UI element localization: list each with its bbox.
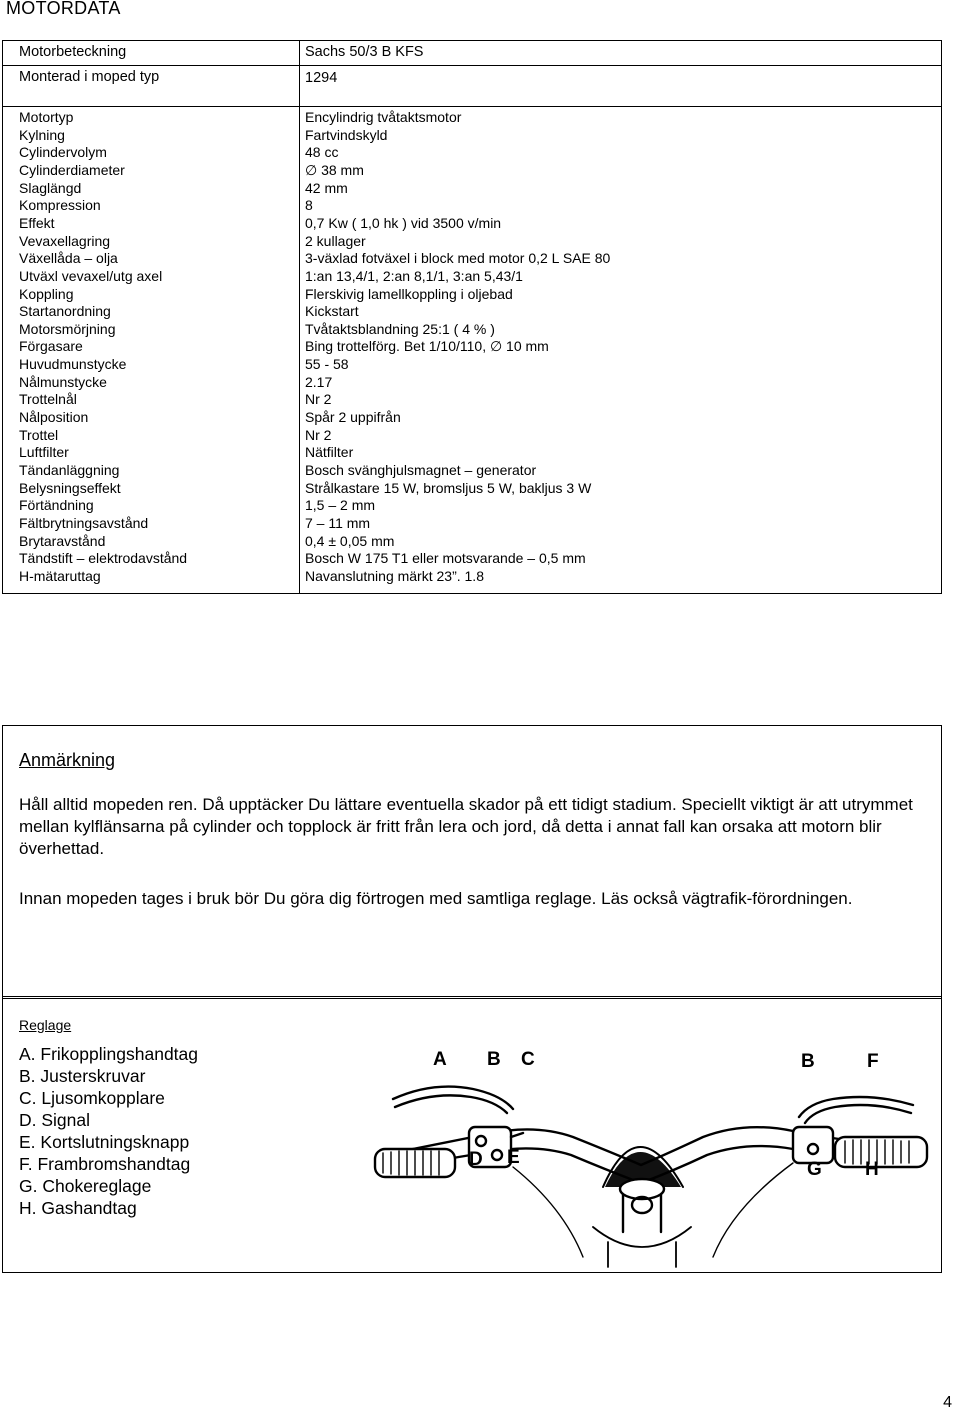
spec-label: Nålposition: [19, 409, 89, 426]
spec-value: ∅ 38 mm: [305, 161, 364, 178]
spec-value: 2 kullager: [305, 232, 366, 249]
spec-value: 2.17: [305, 373, 333, 390]
spec-value: 1,5 – 2 mm: [305, 497, 376, 514]
spec-value: Nr 2: [305, 426, 332, 443]
spec-label: Motorsmörjning: [19, 320, 116, 337]
spec-value: Bosch W 175 T1 eller motsvarande – 0,5 mm: [305, 550, 586, 567]
remark-box: [2, 725, 942, 999]
spec-value: 0,4 ± 0,05 mm: [305, 532, 395, 549]
controls-box: [2, 996, 942, 1273]
spec-value: Fartvindskyld: [305, 126, 388, 143]
spec-value: Bosch svänghjulsmagnet – generator: [305, 462, 537, 478]
remark-paragraph: Innan mopeden tages i bruk bör Du göra dig förtrogen med samtliga reglage. Läs också vägtrafik-förordningen.: [19, 889, 853, 908]
column-divider: [299, 41, 300, 593]
spec-label: Växellåda – olja: [19, 250, 118, 267]
list-item: C. Ljusomkopplare: [19, 1088, 165, 1108]
list-item: A. Frikopplingshandtag: [19, 1044, 198, 1064]
spec-label: H-mätaruttag: [19, 567, 101, 584]
spec-value: Bing trottelförg. Bet 1/10/110, ∅ 10 mm: [305, 338, 549, 355]
diagram-letter: B: [487, 1049, 501, 1070]
spec-label: Kompression: [19, 197, 101, 214]
diagram-letter: E: [507, 1147, 520, 1168]
moped-type-label: Monterad i moped typ: [19, 69, 160, 85]
spec-label: Förtändning: [19, 497, 94, 514]
diagram-letter: H: [865, 1159, 879, 1180]
spec-label: Trottelnål: [19, 391, 77, 408]
diagram-letter: A: [433, 1049, 447, 1070]
spec-value: Strålkastare 15 W, bromsljus 5 W, bakljus 3 W: [305, 479, 592, 496]
spec-label: Förgasare: [19, 338, 83, 355]
spec-value: 8: [305, 197, 313, 214]
spec-label: Fältbrytningsavstånd: [19, 514, 149, 531]
spec-value: Kickstart: [305, 303, 359, 320]
spec-value: Spår 2 uppifrån: [305, 409, 401, 426]
spec-label: Kylning: [19, 126, 65, 143]
spec-value: Flerskivig lamellkoppling i oljebad: [305, 285, 513, 302]
spec-value: Tvåtaktsblandning 25:1 ( 4 % ): [305, 320, 495, 337]
list-item: H. Gashandtag: [19, 1198, 137, 1218]
page-title: MOTORDATA: [6, 0, 121, 18]
row-divider: [3, 65, 941, 66]
remark-paragraph: Håll alltid mopeden ren. Då upptäcker Du lättare eventuella skador på ett tidigt stadium. Speciellt viktigt är att utrymmet mellan kylflänsarna på cylinder och topplock är fritt från lera och jord, då detta i annat fall kan orsaka att motorn blir överhettad.: [19, 795, 913, 858]
diagram-letter: D: [469, 1149, 483, 1170]
spec-value: 7 – 11 mm: [305, 514, 371, 531]
spec-label: Effekt: [19, 214, 55, 231]
spec-label: Huvudmunstycke: [19, 356, 127, 373]
spec-value: Encylindrig tvåtaktsmotor: [305, 109, 462, 125]
spec-label: Cylindervolym: [19, 144, 107, 161]
moped-type-value: 1294: [305, 70, 338, 86]
list-item: D. Signal: [19, 1110, 91, 1130]
row-divider: [3, 106, 941, 107]
designation-value: Sachs 50/3 B KFS: [305, 44, 424, 60]
diagram-letter: B: [801, 1051, 815, 1072]
controls-list: [19, 1043, 198, 1219]
handlebar-diagram: [373, 1037, 933, 1269]
spec-value: Navanslutning märkt 23”. 1.8: [305, 567, 484, 584]
controls-title: Reglage: [19, 1017, 72, 1033]
spec-label: Koppling: [19, 285, 74, 302]
spec-value: 3-växlad fotväxel i block med motor 0,2 L SAE 80: [305, 250, 611, 267]
spec-label: Nålmunstycke: [19, 373, 107, 390]
spec-value: 0,7 Kw ( 1,0 hk ) vid 3500 v/min: [305, 214, 502, 231]
spec-label: Trottel: [19, 426, 59, 443]
diagram-letter: C: [521, 1049, 535, 1070]
designation-label: Motorbeteckning: [19, 44, 127, 60]
spec-label: Luftfilter: [19, 444, 69, 461]
list-item: F. Frambromshandtag: [19, 1154, 191, 1174]
spec-label: Utväxl vevaxel/utg axel: [19, 267, 163, 284]
spec-value: 48 cc: [305, 144, 339, 161]
page-number: 4: [943, 1394, 952, 1411]
spec-value: Nätfilter: [305, 444, 354, 461]
spec-value: 42 mm: [305, 179, 348, 196]
spec-label: Motortyp: [19, 109, 74, 125]
spec-label: Belysningseffekt: [19, 479, 121, 496]
spec-label: Brytaravstånd: [19, 532, 106, 549]
spec-label: Slaglängd: [19, 179, 82, 196]
list-item: E. Kortslutningsknapp: [19, 1132, 190, 1152]
list-item: B. Justerskruvar: [19, 1066, 146, 1086]
engine-spec-table: [2, 40, 942, 594]
spec-label: Tändstift – elektrodavstånd: [19, 550, 188, 567]
remark-title: Anmärkning: [19, 750, 116, 770]
spec-label: Startanordning: [19, 303, 111, 320]
diagram-letter: F: [867, 1051, 879, 1072]
spec-label: Vevaxellagring: [19, 232, 111, 249]
spec-value: Nr 2: [305, 391, 332, 408]
spec-value: 55 - 58: [305, 356, 349, 373]
spec-label: Cylinderdiameter: [19, 161, 125, 178]
diagram-letter: G: [807, 1159, 822, 1180]
list-item: G. Chokereglage: [19, 1176, 152, 1196]
spec-value: 1:an 13,4/1, 2:an 8,1/1, 3:an 5,43/1: [305, 267, 523, 284]
spec-label: Tändanläggning: [19, 462, 120, 478]
